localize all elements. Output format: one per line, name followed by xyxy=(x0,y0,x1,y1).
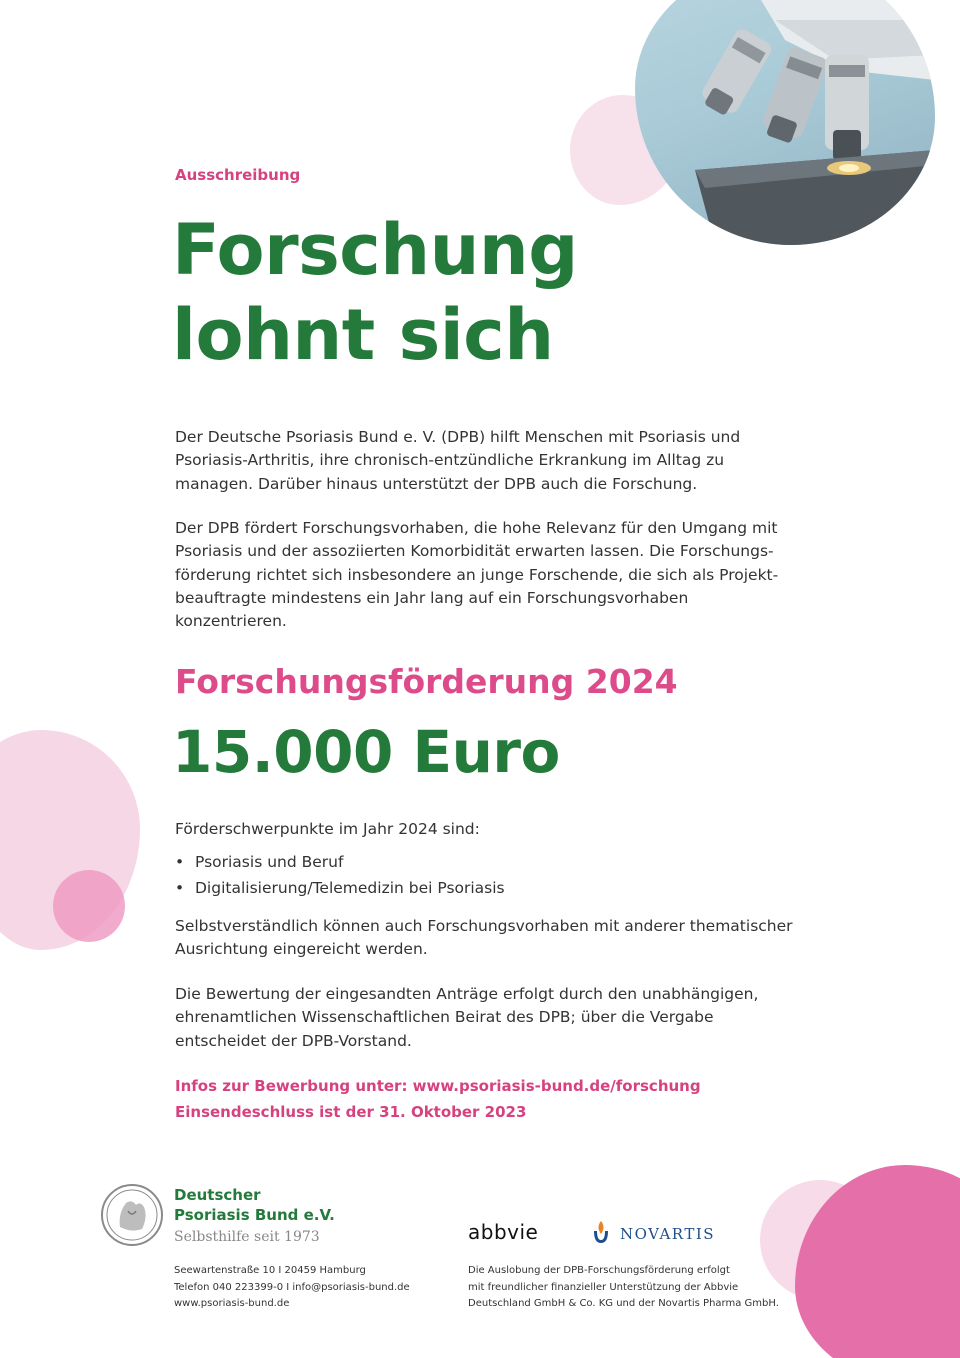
closing-paragraph: Die Bewertung der eingesandten Anträge erfolgt durch den unabhängigen, ehrenamtlichen Wissenschaftlichen Beirat des DPB; über die Vergabe entscheidet der DPB-Vorstand. xyxy=(175,985,759,1050)
dpb-seal-logo xyxy=(100,1183,164,1247)
address-block xyxy=(174,1263,410,1313)
focus-list xyxy=(175,849,505,902)
novartis-flame-icon xyxy=(590,1219,612,1245)
headline-line-1: Forschung xyxy=(172,209,578,291)
org-name-line-2: Psoriasis Bund e.V. xyxy=(174,1205,335,1224)
sponsor-note-line: Die Auslobung der DPB-Forschungsförderung erfolgt xyxy=(468,1265,730,1276)
address-line: Seewartenstraße 10 I 20459 Hamburg xyxy=(174,1265,366,1276)
headline xyxy=(172,208,578,379)
intro-paragraph: Der DPB fördert Forschungsvorhaben, die hohe Relevanz für den Umgang mit Psoriasis und der assoziierten Komorbidität erwarten lassen. Die Forschungs-förderung richtet sich insbesondere an junge Forschende, die sich als Projekt-beauftragte mindestens ein Jahr lang auf ein Forschungsvorhaben konzentrieren. xyxy=(175,519,779,630)
list-item: • Digitalisierung/Telemedizin bei Psoriasis xyxy=(175,875,505,901)
closing-paragraph: Selbstverständlich können auch Forschungsvorhaben mit anderer thematischer Ausrichtung eingereicht werden. xyxy=(175,917,793,959)
headline-line-2: lohnt sich xyxy=(172,294,554,377)
intro-paragraph: Der Deutsche Psoriasis Bund e. V. (DPB) hilft Menschen mit Psoriasis und Psoriasis-Arthritis, ihre chronisch-entzündliche Erkrankung im Alltag zu managen. Darüber hinaus unterstützt der DPB auch die Forschung. xyxy=(175,428,741,493)
org-tagline: Selbsthilfe seit 1973 xyxy=(174,1229,320,1245)
application-info xyxy=(175,1073,701,1126)
sponsor-note-line: Deutschland GmbH & Co. KG und der Novartis Pharma GmbH. xyxy=(468,1298,779,1309)
focus-intro: Förderschwerpunkte im Jahr 2024 sind: xyxy=(175,820,480,838)
contact-line[interactable]: Telefon 040 223399-0 I info@psoriasis-bund.de xyxy=(174,1281,410,1293)
microscope-image xyxy=(635,0,935,245)
list-item: • Psoriasis und Beruf xyxy=(175,849,505,875)
website-link[interactable]: www.psoriasis-bund.de xyxy=(174,1298,290,1309)
eyebrow-label: Ausschreibung xyxy=(175,166,301,184)
deadline-text: Einsendeschluss ist der 31. Oktober 2023 xyxy=(175,1103,527,1122)
novartis-logo: NOVARTIS xyxy=(620,1225,716,1243)
abbvie-logo: abbvie xyxy=(468,1220,539,1244)
sponsor-note-line: mit freundlicher finanzieller Unterstützung der Abbvie xyxy=(468,1281,739,1293)
sponsor-note xyxy=(468,1263,779,1313)
org-name-line-1: Deutscher xyxy=(174,1186,261,1204)
org-name xyxy=(174,1186,335,1225)
funding-amount: 15.000 Euro xyxy=(172,718,560,786)
application-link-text[interactable]: Infos zur Bewerbung unter: www.psoriasis-bund.de/forschung xyxy=(175,1077,701,1095)
decorative-blob xyxy=(53,870,125,942)
funding-title: Forschungsförderung 2024 xyxy=(175,662,678,701)
